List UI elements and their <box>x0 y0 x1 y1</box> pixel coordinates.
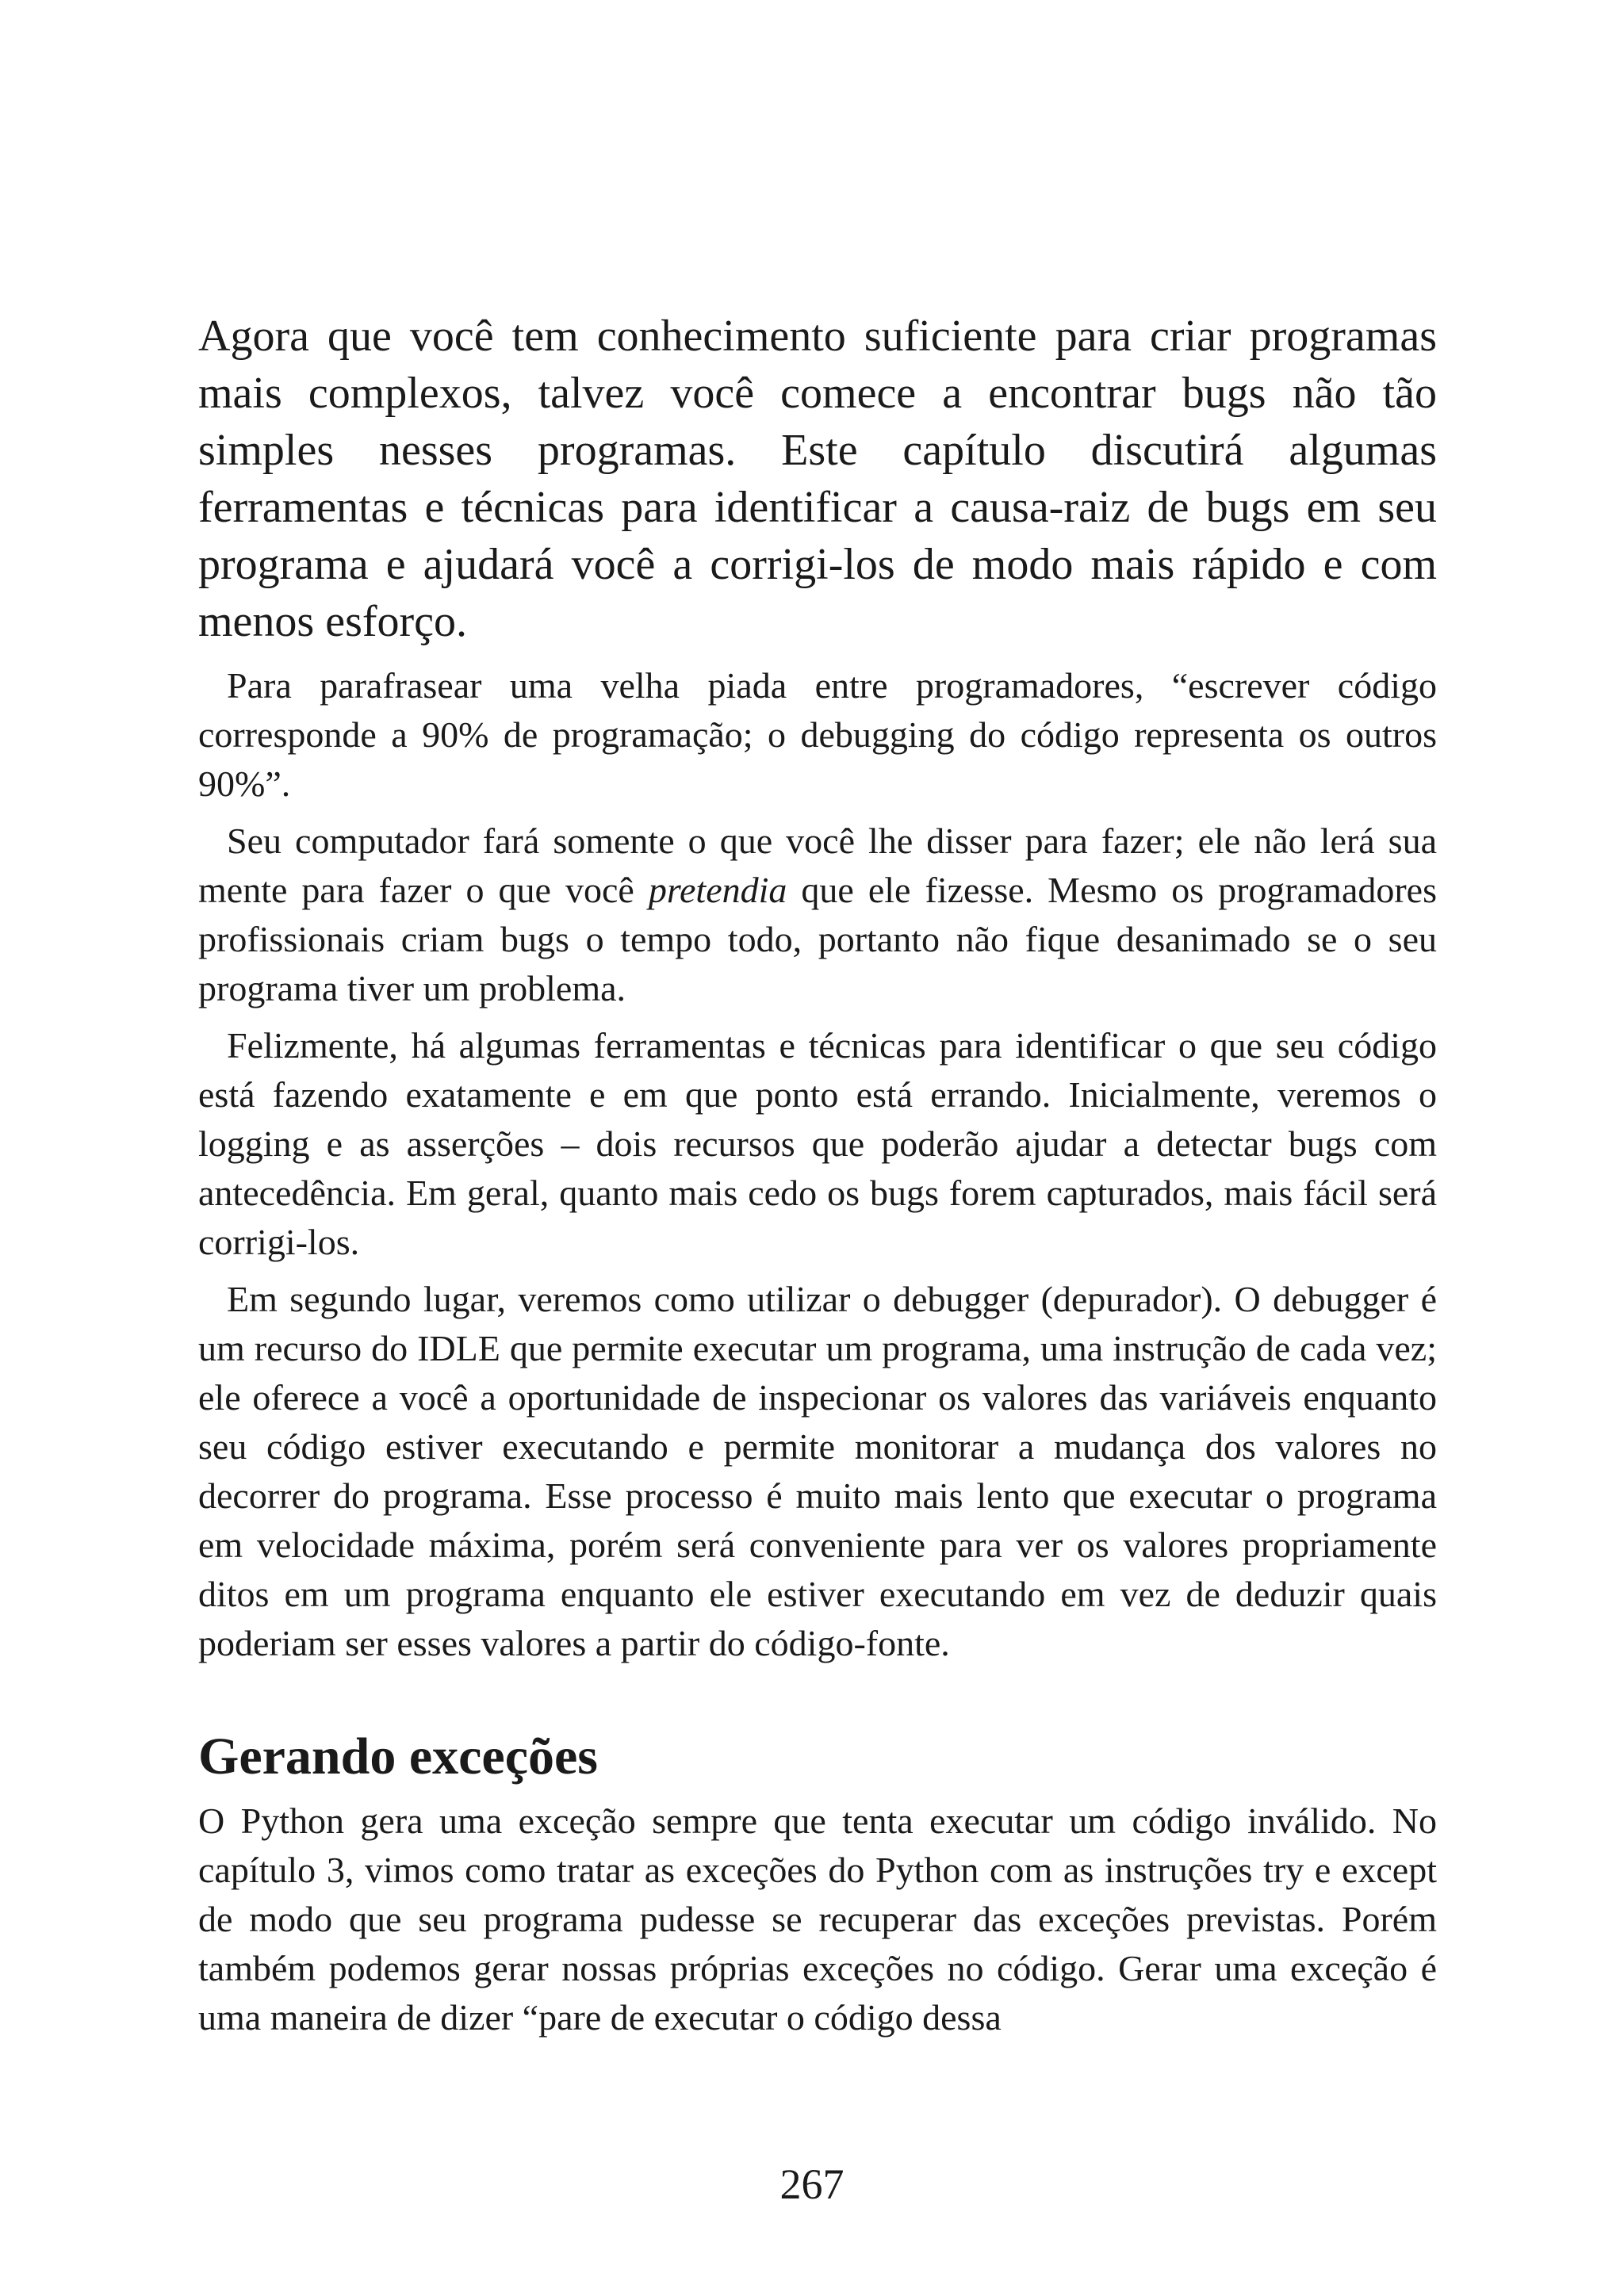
page-body <box>198 308 1437 2050</box>
paragraph-debugging-joke: Para parafrasear uma velha piada entre programadores, “escrever código corresponde a 90% de programação; o debugging do código representa os outros 90%”. <box>198 665 1437 804</box>
paragraph-text-after: que ele fizesse. Mesmo os programadores profissionais criam bugs o tempo todo, portanto não fique desanimado se o seu programa tiver um problema. <box>198 870 1437 1008</box>
paragraph-raising-exceptions: O Python gera uma exceção sempre que tenta executar um código inválido. No capítulo 3, vimos como tratar as exceções do Python com as instruções try e except de modo que seu programa pudesse se recuperar das exceções previstas. Porém também podemos gerar nossas próprias exceções no código. Gerar uma exceção é uma maneira de dizer “pare de executar o código dessa <box>198 1800 1437 2038</box>
page-number: 267 <box>779 2160 845 2208</box>
section-heading: Gerando exceções <box>198 1728 598 1785</box>
emphasis-pretendia: pretendia <box>648 870 787 910</box>
intro-paragraph: Agora que você tem conhecimento suficiente para criar programas mais complexos, talvez você comece a encontrar bugs não tão simples nesses programas. Este capítulo discutirá algumas ferramentas e técnicas para identificar a causa-raiz de bugs em seu programa e ajudará você a corrigi-los de modo mais rápido e com menos esforço. <box>198 312 1437 646</box>
paragraph-tools-and-techniques: Felizmente, há algumas ferramentas e técnicas para identificar o que seu código está fazendo exatamente e em que ponto está errando. Inicialmente, veremos o logging e as asserções – dois recursos que poderão ajudar a detectar bugs com antecedência. Em geral, quanto mais cedo os bugs forem capturados, mais fácil será corrigi-los. <box>198 1025 1437 1262</box>
paragraph-debugger: Em segundo lugar, veremos como utilizar o debugger (depurador). O debugger é um recurso do IDLE que permite executar um programa, uma instrução de cada vez; ele oferece a você a oportunidade de inspecionar os valores das variáveis enquanto seu código estiver executando e permite monitorar a mudança dos valores no decorrer do programa. Esse processo é muito mais lento que executar o programa em velocidade máxima, porém será conveniente para ver os valores propriamente ditos em um programa enquanto ele estiver executando em vez de deduzir quais poderiam ser esses valores a partir do código-fonte. <box>198 1279 1437 1663</box>
paragraph-computer-does-what-you-say <box>198 817 1437 1013</box>
paragraph-text-before: Seu computador fará somente o que você lhe disser para fazer; ele não lerá sua mente para fazer o que você <box>198 821 1437 910</box>
